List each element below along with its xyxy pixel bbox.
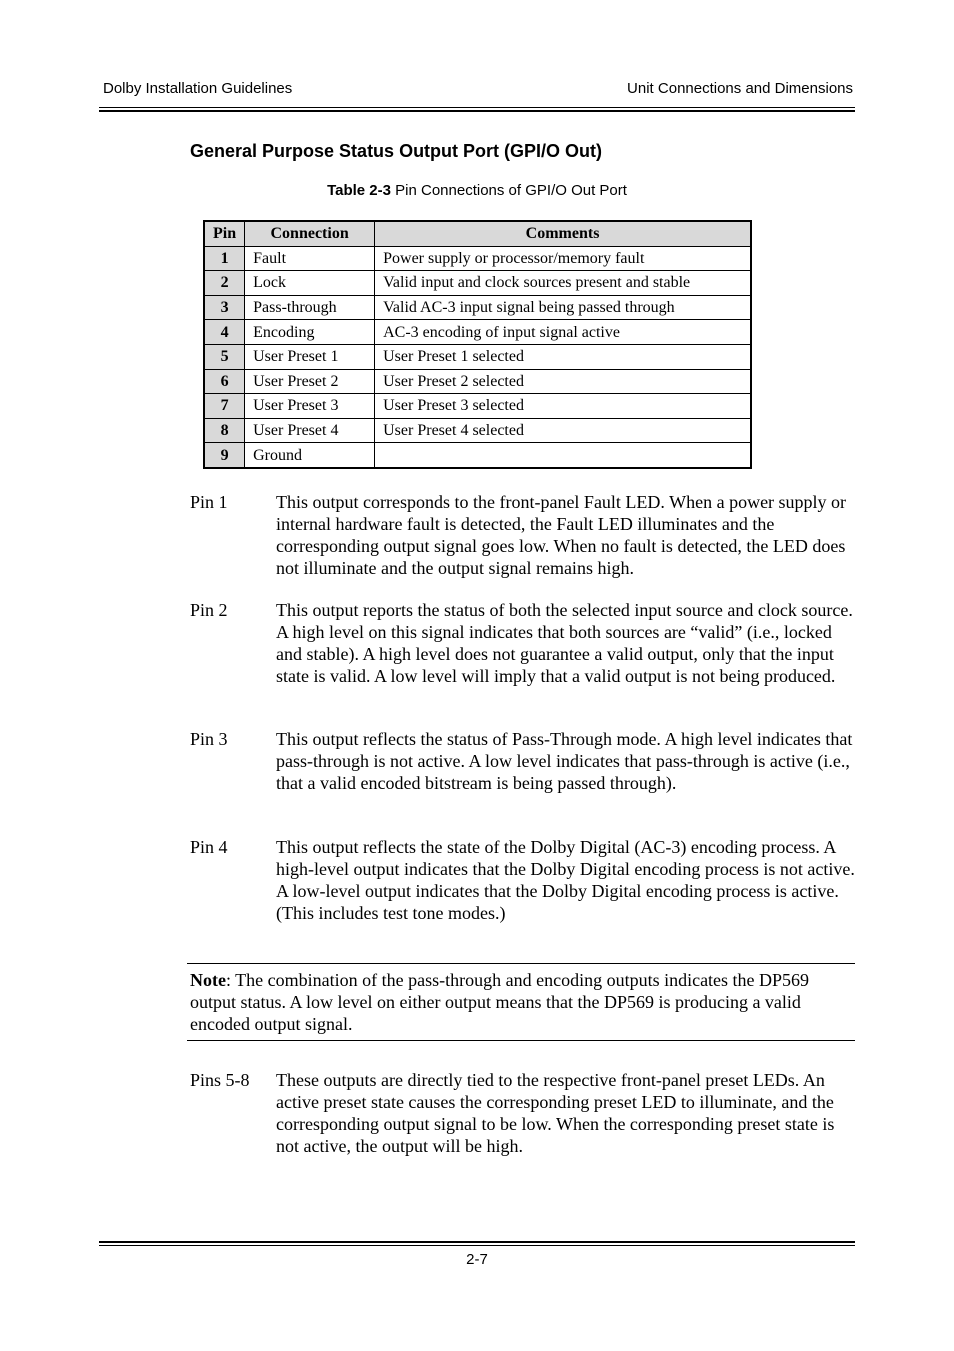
comments-cell [375, 443, 751, 468]
table-header-row [204, 221, 751, 246]
table-row [204, 295, 751, 320]
pin-description [190, 491, 860, 579]
connection-cell: User Preset 1 [245, 344, 375, 369]
pin-text: These outputs are directly tied to the respective front-panel preset LEDs. An active preset state causes the corresponding preset LED to illuminate, and the corresponding output signal to be low. When the corresponding preset state is not active, the output will be high. [276, 1070, 835, 1156]
connection-cell: Encoding [245, 320, 375, 345]
pin-cell: 2 [204, 271, 245, 296]
pin-label: Pin 3 [190, 729, 228, 749]
table-row [204, 369, 751, 394]
pin-label: Pin 1 [190, 492, 228, 512]
pin-description [190, 836, 860, 924]
pin-cell: 3 [204, 295, 245, 320]
comments-cell: Power supply or processor/memory fault [375, 246, 751, 271]
pin-label: Pin 2 [190, 600, 228, 620]
pin-text: This output reflects the state of the Dolby Digital (AC-3) encoding process. A high-level output indicates that the Dolby Digital encoding process is not active. A low-level output indicates that the Dolby Digital encoding process is active. (This includes test tone modes.) [276, 837, 855, 923]
comments-cell: Valid input and clock sources present and stable [375, 271, 751, 296]
comments-cell: User Preset 1 selected [375, 344, 751, 369]
connection-cell: User Preset 2 [245, 369, 375, 394]
connection-cell: User Preset 4 [245, 418, 375, 443]
comments-cell: User Preset 2 selected [375, 369, 751, 394]
footer-rule [99, 1245, 855, 1246]
pin-description [190, 599, 860, 687]
pin-cell: 5 [204, 344, 245, 369]
comments-cell: User Preset 3 selected [375, 394, 751, 419]
connection-cell: Lock [245, 271, 375, 296]
header-right-title: Unit Connections and Dimensions [627, 80, 853, 97]
comments-cell: Valid AC-3 input signal being passed through [375, 295, 751, 320]
connection-cell: Fault [245, 246, 375, 271]
note-text: : The combination of the pass-through and encoding outputs indicates the DP569 output status. A low level on either output means that the DP569 is producing a valid encoded output signal. [190, 970, 810, 1034]
pin-text: This output corresponds to the front-panel Fault LED. When a power supply or internal hardware fault is detected, the Fault LED illuminates and the corresponding output signal goes low. When no fault is detected, the LED does not illuminate and the output signal remains high. [276, 492, 847, 578]
pin-label: Pins 5-8 [190, 1070, 250, 1090]
pin-description [190, 728, 860, 794]
table-row [204, 320, 751, 345]
table-row [204, 443, 751, 468]
pin-text: This output reports the status of both the selected input source and clock source. A high level on this signal indicates that both sources are “valid” (i.e., locked and stable). A high level does not guarantee a valid output, only that the input state is valid. A low level will imply that a valid output is not being produced. [276, 600, 853, 686]
note-label: Note [190, 970, 226, 990]
pin-cell: 6 [204, 369, 245, 394]
section-title: General Purpose Status Output Port (GPI/O Out) [190, 141, 603, 161]
note-bottom-rule [187, 1040, 855, 1041]
page-number: 2-7 [466, 1251, 488, 1268]
table-row [204, 418, 751, 443]
table-row [204, 394, 751, 419]
header-rule [99, 107, 855, 108]
table-caption [0, 182, 954, 199]
table-row [204, 246, 751, 271]
note-block [190, 969, 858, 1035]
table-caption-label: Table 2-3 [327, 182, 391, 199]
pin-cell: 4 [204, 320, 245, 345]
connection-cell: Pass-through [245, 295, 375, 320]
header-left-title: Dolby Installation Guidelines [103, 80, 293, 97]
table-caption-text: Pin Connections of GPI/O Out Port [390, 182, 627, 199]
header-rule-thick [99, 110, 855, 112]
table-row [204, 271, 751, 296]
connection-cell: User Preset 3 [245, 394, 375, 419]
column-header-connection: Connection [245, 221, 375, 246]
pin-cell: 8 [204, 418, 245, 443]
pin-cell: 7 [204, 394, 245, 419]
pin-label: Pin 4 [190, 837, 228, 857]
note-top-rule [187, 963, 855, 964]
pin-text: This output reflects the status of Pass-Through mode. A high level indicates that pass-through is not active. A low level indicates that pass-through is active (i.e., that a valid encoded bitstream is being passed through). [276, 729, 853, 793]
column-header-pin: Pin [204, 221, 245, 246]
pins-5-8-description [190, 1069, 860, 1157]
footer-rule-thick [99, 1241, 855, 1243]
pin-connections-table [203, 220, 752, 469]
comments-cell: User Preset 4 selected [375, 418, 751, 443]
pin-cell: 1 [204, 246, 245, 271]
pin-cell: 9 [204, 443, 245, 468]
connection-cell: Ground [245, 443, 375, 468]
table-row [204, 344, 751, 369]
column-header-comments: Comments [375, 221, 751, 246]
comments-cell: AC-3 encoding of input signal active [375, 320, 751, 345]
